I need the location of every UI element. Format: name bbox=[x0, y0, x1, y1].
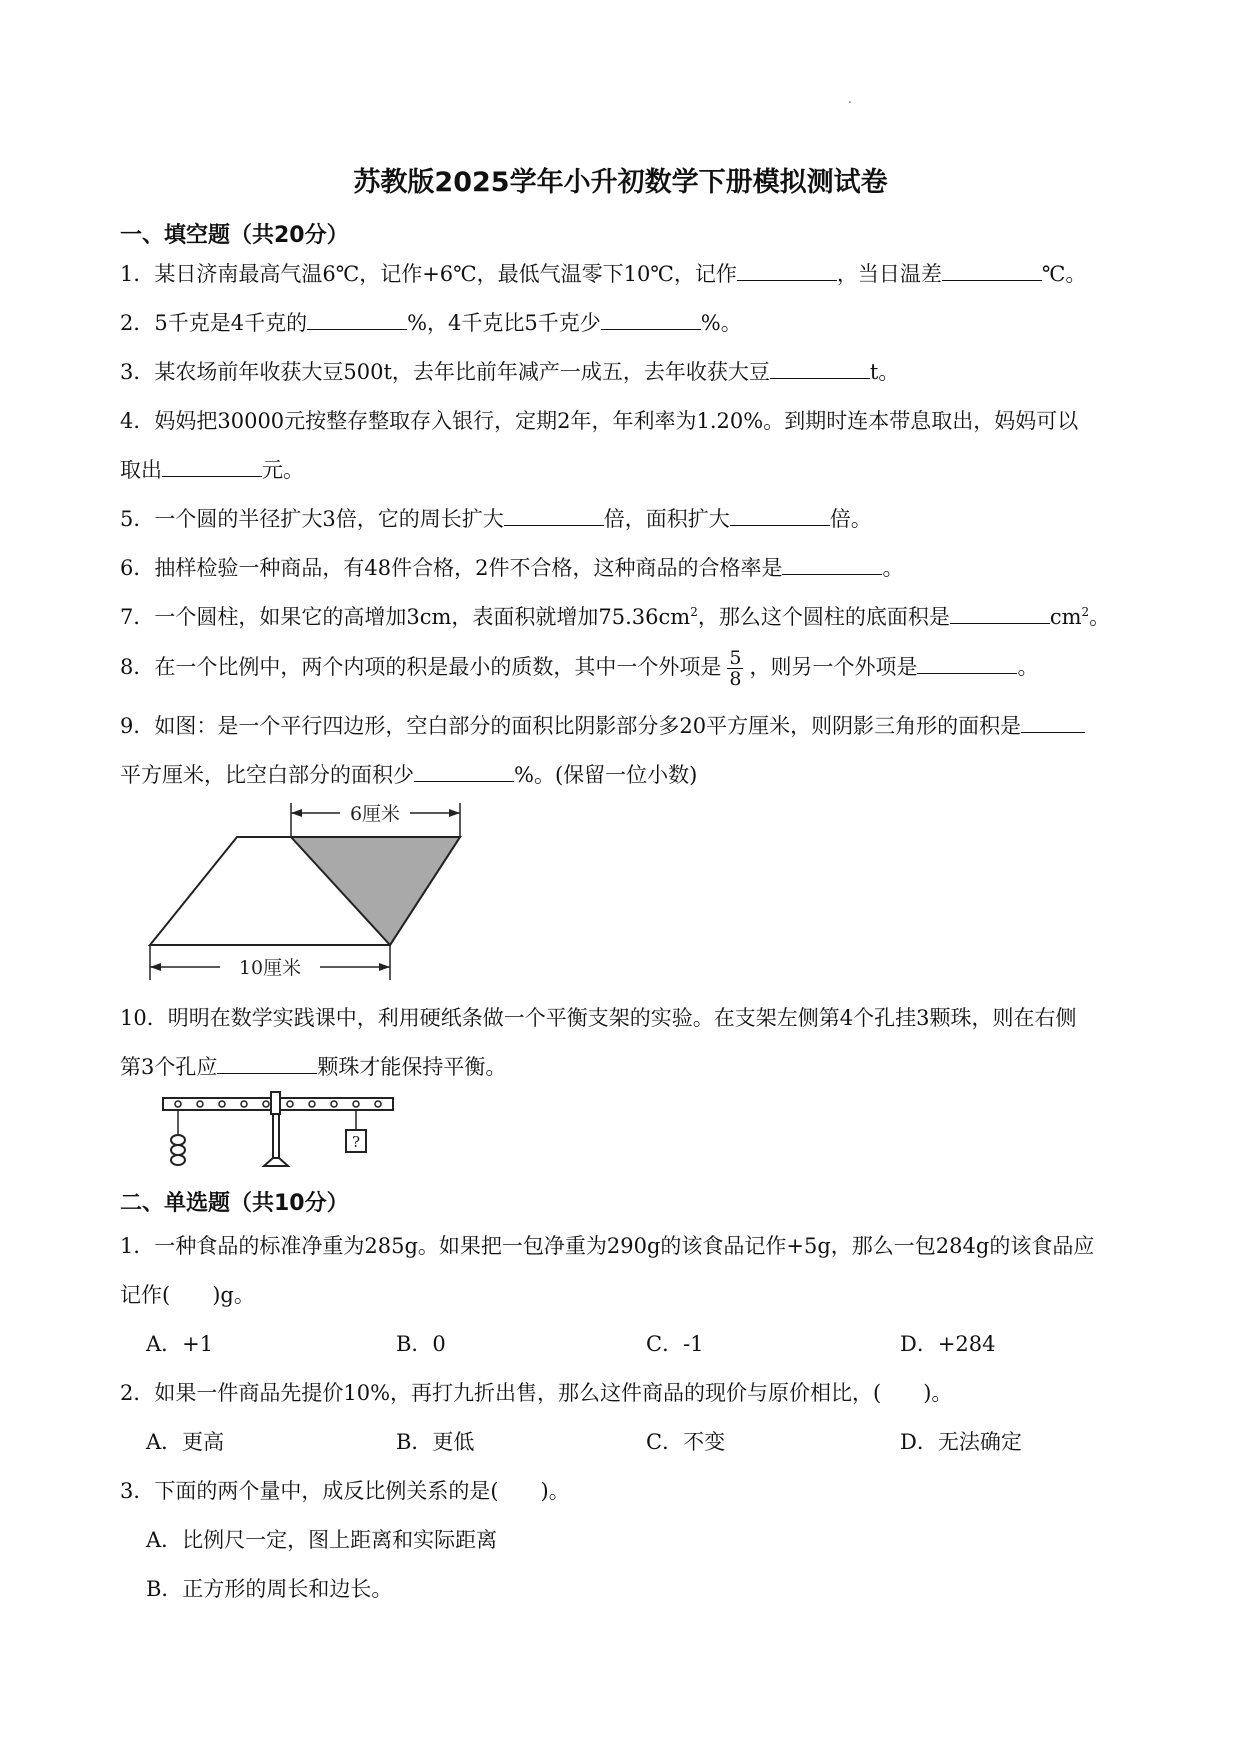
q-text: 。 bbox=[1089, 605, 1111, 629]
parallelogram-figure bbox=[140, 795, 480, 995]
q-text: 8．在一个比例中，两个内项的积是最小的质数，其中一个外项是 bbox=[120, 655, 722, 679]
q-text: 平方厘米，比空白部分的面积少 bbox=[120, 763, 414, 787]
answer-blank[interactable] bbox=[770, 360, 870, 379]
superscript: 2 bbox=[690, 605, 698, 619]
section-heading-single-choice: 二、单选题（共10分） bbox=[120, 1191, 349, 1216]
answer-blank[interactable] bbox=[782, 556, 882, 575]
question-2-2: 2．如果一件商品先提价10%，再打九折出售，那么这件商品的现价与原价相比，( )。 bbox=[120, 1381, 953, 1405]
question-1-1 bbox=[120, 258, 1086, 288]
q-text: 7．一个圆柱，如果它的高增加3cm，表面积就增加75.36cm bbox=[120, 605, 691, 629]
question-1-7 bbox=[120, 601, 1110, 631]
q-text: cm bbox=[1049, 605, 1082, 629]
option-a[interactable]: A．更高 bbox=[146, 1430, 225, 1454]
answer-blank[interactable] bbox=[1021, 714, 1085, 733]
option-d[interactable]: D．+284 bbox=[900, 1332, 996, 1356]
top-dimension-label: 6厘米 bbox=[349, 803, 401, 825]
option-a[interactable]: A．比例尺一定，图上距离和实际距离 bbox=[146, 1528, 498, 1552]
bead bbox=[171, 1135, 185, 1145]
answer-blank[interactable] bbox=[307, 311, 407, 330]
option-c[interactable]: C．不变 bbox=[646, 1430, 726, 1454]
bead bbox=[171, 1155, 185, 1165]
answer-blank[interactable] bbox=[917, 655, 1017, 674]
question-1-3 bbox=[120, 356, 899, 386]
answer-blank[interactable] bbox=[414, 763, 514, 782]
q-text: 颗珠才能保持平衡。 bbox=[317, 1055, 507, 1079]
bottom-dimension-label: 10厘米 bbox=[238, 957, 302, 979]
top-mark: . bbox=[848, 92, 852, 106]
fraction-numerator: 5 bbox=[729, 647, 742, 669]
q-text: ℃。 bbox=[1041, 262, 1087, 286]
stand-base bbox=[264, 1158, 288, 1166]
page-title: 苏教版2025学年小升初数学下册模拟测试卷 bbox=[353, 167, 888, 198]
answer-blank[interactable] bbox=[737, 262, 837, 281]
answer-blank[interactable] bbox=[950, 605, 1050, 624]
q-text: 5．一个圆的半径扩大3倍，它的周长扩大 bbox=[120, 507, 504, 531]
question-1-4-line1: 4．妈妈把30000元按整存整取存入银行，定期2年，年利率为1.20%。到期时连本带息取出，妈妈可以 bbox=[120, 409, 1079, 433]
q-text: 2．5千克是4千克的 bbox=[120, 311, 308, 335]
superscript: 2 bbox=[1081, 605, 1090, 619]
question-1-8 bbox=[120, 648, 1038, 689]
q-text: 取出 bbox=[120, 458, 162, 482]
option-b[interactable]: B．0 bbox=[396, 1332, 446, 1356]
question-1-6 bbox=[120, 552, 903, 582]
fraction bbox=[727, 648, 743, 689]
question-2-1-line2: 记作( )g。 bbox=[120, 1283, 255, 1307]
question-1-10-line2 bbox=[120, 1051, 506, 1081]
bead bbox=[171, 1145, 185, 1155]
option-b[interactable]: B．正方形的周长和边长。 bbox=[146, 1577, 393, 1601]
question-1-9-line2 bbox=[120, 759, 697, 789]
pivot bbox=[271, 1092, 280, 1114]
q-text: 倍，面积扩大 bbox=[603, 507, 730, 531]
q-text: %。 bbox=[700, 311, 742, 335]
option-d[interactable]: D．无法确定 bbox=[900, 1430, 1022, 1454]
q-text: 。 bbox=[1017, 655, 1039, 679]
answer-blank[interactable] bbox=[942, 262, 1042, 281]
shaded-triangle bbox=[291, 837, 460, 945]
question-2-1-line1: 1．一种食品的标准净重为285g。如果把一包净重为290g的该食品记作+5g，那么一包284g的该食品应 bbox=[120, 1234, 1095, 1258]
q-text: 6．抽样检验一种商品，有48件合格，2件不合格，这种商品的合格率是 bbox=[120, 556, 783, 580]
section-heading-fill-blank: 一、填空题（共20分） bbox=[120, 223, 349, 248]
unknown-weight-label: ? bbox=[351, 1133, 361, 1151]
option-a[interactable]: A．+1 bbox=[146, 1332, 214, 1356]
fraction-denominator: 8 bbox=[729, 668, 742, 690]
q-text: ，那么这个圆柱的底面积是 bbox=[697, 605, 950, 629]
option-c[interactable]: C．-1 bbox=[646, 1332, 704, 1356]
question-1-4-line2 bbox=[120, 454, 304, 484]
answer-blank[interactable] bbox=[601, 311, 701, 330]
answer-blank[interactable] bbox=[730, 507, 830, 526]
q-text: ，则另一个外项是 bbox=[749, 655, 918, 679]
q-text: ，当日温差 bbox=[836, 262, 942, 286]
q-text: %。(保留一位小数) bbox=[514, 763, 698, 787]
question-1-9-line1 bbox=[120, 710, 1085, 740]
answer-blank[interactable] bbox=[217, 1055, 317, 1074]
q-text: 。 bbox=[882, 556, 904, 580]
answer-blank[interactable] bbox=[504, 507, 604, 526]
q-text: 3．某农场前年收获大豆500t，去年比前年减产一成五，去年收获大豆 bbox=[120, 360, 770, 384]
q-text: 倍。 bbox=[829, 507, 872, 531]
option-b[interactable]: B．更低 bbox=[396, 1430, 475, 1454]
q-text: 9．如图：是一个平行四边形，空白部分的面积比阴影部分多20平方厘米，则阴影三角形的面积是 bbox=[120, 714, 1022, 738]
question-1-2 bbox=[120, 307, 742, 337]
q-text: 元。 bbox=[262, 458, 304, 482]
q-text: 第3个孔应 bbox=[120, 1055, 218, 1079]
balance-figure bbox=[158, 1090, 398, 1170]
q-text: %，4千克比5千克少 bbox=[407, 311, 601, 335]
answer-blank[interactable] bbox=[162, 458, 262, 477]
q-text: 1．某日济南最高气温6℃，记作+6℃，最低气温零下10℃，记作 bbox=[120, 262, 737, 286]
question-2-3: 3．下面的两个量中，成反比例关系的是( )。 bbox=[120, 1479, 570, 1503]
question-1-10-line1: 10．明明在数学实践课中，利用硬纸条做一个平衡支架的实验。在支架左侧第4个孔挂3颗珠，则在右侧 bbox=[120, 1006, 1077, 1030]
question-1-5 bbox=[120, 503, 872, 533]
q-text: t。 bbox=[869, 360, 900, 384]
